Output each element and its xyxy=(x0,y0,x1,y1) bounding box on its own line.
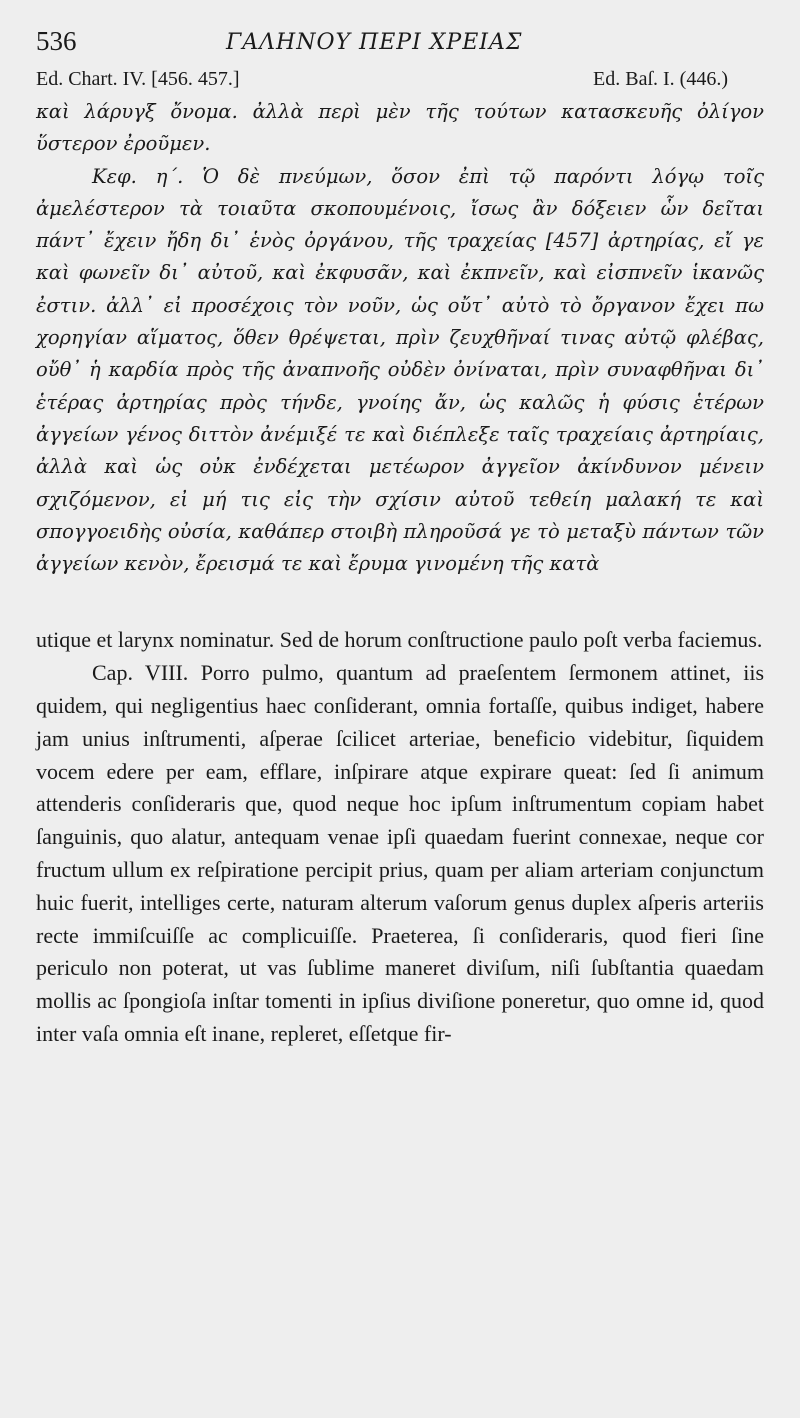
latin-paragraph: utique et larynx nominatur. Sed de horum conſtructione paulo poſt verba faciemus. xyxy=(36,627,763,653)
edition-reference-line xyxy=(36,66,764,96)
running-head xyxy=(36,26,764,66)
edition-reference-basel: Ed. Baſ. I. (446.) xyxy=(593,68,728,90)
latin-paragraph: Cap. VIII. Porro pulmo, quantum ad praeſentem ſermonem attinet, iis quidem, qui negligentius haec conſiderant, omnia fortaſſe, quibus indiget, habere jam unius inſtrumenti, aſperae ſcilicet arteriae, beneficio videbitur, ſiquidem vocem edere per eam, efflare, inſpirare atque expirare queat: ſed ſi animum attenderis conſideraris que, quod neque hoc ipſum inſtrumentum copiam habet ſanguinis, quo alatur, antequam venae ipſi quaedam fuerint connexae, neque cor fructum ullum ex reſpiratione percipit prius, quam per aliam arteriam conjunctum huic fuerit, intelliges certe, naturam alterum vaſorum genus duplex aſperis arteriis recte immiſcuiſſe ac complicuiſſe. Praeterea, ſi conſideraris, quod fieri ſine periculo non poterat, ut vas ſublime maneret diviſum, niſi ſubſtantia quaedam mollis ac ſpongioſa inſtar tomenti in ipſius diviſione poneretur, quo omne id, quod inter vaſa omnia eſt inane, repleret, eſſetque fir- xyxy=(36,660,764,1047)
section-gap xyxy=(36,580,764,624)
latin-text-block xyxy=(36,624,764,1050)
running-title: ΓΑΛΗΝΟΥ ΠΕΡΙ ΧΡΕΙΑΣ xyxy=(226,30,523,55)
greek-paragraph: καὶ λάρυγξ ὄνομα. ἀλλὰ περὶ μὲν τῆς τούτων κατασκευῆς ὀλίγον ὕστερον ἐροῦμεν. xyxy=(36,100,764,156)
edition-reference-chartier: Ed. Chart. IV. [456. 457.] xyxy=(36,68,240,90)
page-number: 536 xyxy=(36,26,77,56)
greek-text-block xyxy=(36,96,764,580)
greek-paragraph: Κεφ. η΄. Ὁ δὲ πνεύμων, ὅσον ἐπὶ τῷ παρόντι λόγῳ τοῖς ἀμελέστερον τὰ τοιαῦτα σκοπουμένοις, ἴσως ἂν δόξειεν ὧν δεῖται πάντ᾽ ἔχειν ἤδη δι᾽ ἑνὸς ὀργάνου, τῆς τραχείας [457] ἀρτηρίας, εἴ γε καὶ φωνεῖν δι᾽ αὐτοῦ, καὶ ἐκφυσᾶν, καὶ ἐκπνεῖν, καὶ εἰσπνεῖν ἱκανῶς ἐστιν. ἀλλ᾽ εἰ προσέχοις τὸν νοῦν, ὡς οὔτ᾽ αὐτὸ τὸ ὄργανον ἔχει πω χορηγίαν αἵματος, ὅθεν θρέψεται, πρὶν ζευχθῆναί τινας αὐτῷ φλέβας, οὔθ᾽ ἡ καρδία πρὸς τῆς ἀναπνοῆς οὐδὲν ὀνίναται, πρὶν συναφθῆναι δι᾽ ἑτέρας ἀρτηρίας πρὸς τήνδε, γνοίης ἄν, ὡς καλῶς ἡ φύσις ἑτέρων ἀγγείων γένος διττὸν ἀνέμιξέ τε καὶ διέπλεξε ταῖς τραχείαις ἀρτηρίαις, ἀλλὰ καὶ ὡς οὐκ ἐνδέχεται μετέωρον ἀγγεῖον ἀκίνδυνον μένειν σχιζόμενον, εἰ μή τις εἰς τὴν σχίσιν αὐτοῦ τεθείη μαλακή τε καὶ σπογγοειδὴς οὐσία, καθάπερ στοιβὴ πληροῦσά γε τὸ μεταξὺ πάντων τῶν ἀγγείων κενὸν, ἔρεισμά τε καὶ ἔρυμα γινομένη τῆς κατὰ xyxy=(36,164,764,576)
